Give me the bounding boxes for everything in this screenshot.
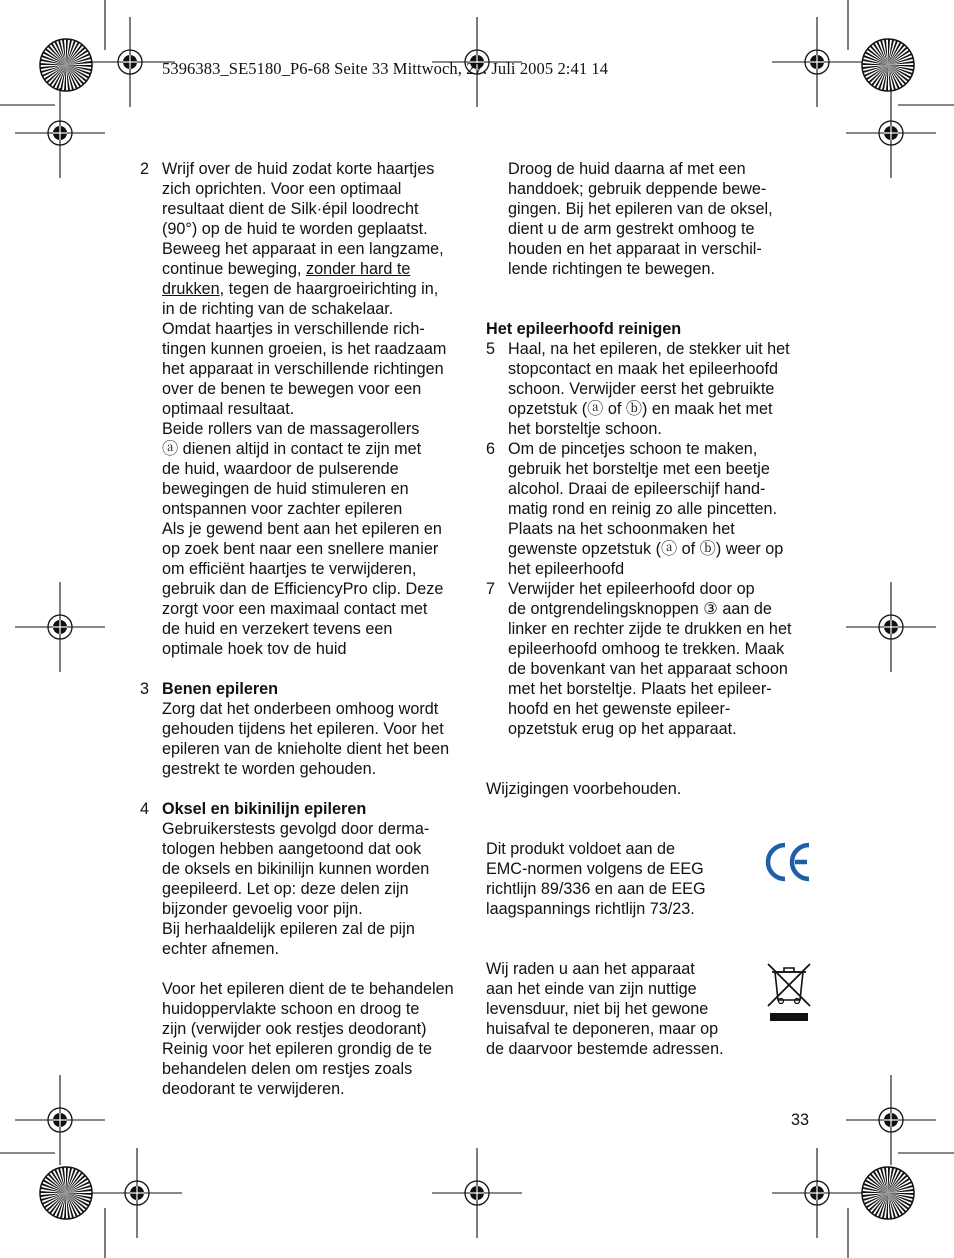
registration-mark-icon [15,1075,105,1165]
text-line: de oksels en bikinilijn kunnen worden [162,860,430,878]
text-line: tingen kunnen groeien, is het raadzaam [162,340,447,358]
text-line: bijzonder gevoelig voor pijn. [162,900,363,918]
text-line: het borsteltje schoon. [508,420,662,438]
text-line: drukken, tegen de haargroeirichting in, [162,280,439,298]
text-line: optimaal resultaat. [162,400,295,418]
step-number: 7 [486,580,496,598]
registration-mark-icon [846,1075,936,1165]
text-line: zich oprichten. Voor een optimaal [162,180,402,198]
page-number: 33 [791,1111,810,1129]
registration-mark-icon [15,582,105,672]
text-line: optimale hoek tov de huid [162,640,347,658]
text-line: Voor het epileren dient de te behandelen [162,980,454,998]
text-line: ontspannen voor zachter epileren [162,500,403,518]
step-3 [140,679,465,779]
text-line: gingen. Bij het epileren van de oksel, [508,200,773,218]
text-line: bewegingen de huid stimuleren en [162,480,409,498]
registration-mark-icon [846,582,936,672]
step-number: 5 [486,340,496,358]
text-line: de ontgrendelingsknoppen ③ aan de [508,600,772,618]
text-line: opzetstuk erug op het apparaat. [508,720,737,738]
text-line: resultaat dient de Silk·épil loodrecht [162,200,419,218]
text-line: Haal, na het epileren, de stekker uit het [508,340,790,358]
text-line: richtlijn 89/336 en aan de EEG [486,880,706,898]
step-6 [486,439,811,579]
section-heading: Benen epileren [162,680,279,698]
text-line: Dit produkt voldoet aan de [486,840,675,858]
crossed-bin-icon [766,960,812,1022]
text-line: Om de pincetjes schoon te maken, [508,440,758,458]
text-line: Droog de huid daarna af met een [508,160,746,178]
text-line: levensduur, niet bij het gewone [486,1000,709,1018]
step-number: 2 [140,160,150,178]
registration-mark-icon [846,88,936,178]
disposal-statement [486,959,811,1059]
text-line: de huid, waardoor de pulserende [162,460,399,478]
section-heading: Het epileerhoofd reinigen [486,320,682,338]
text-line: lende richtingen te bewegen. [508,260,715,278]
text-line: Wrijf over de huid zodat korte haartjes [162,160,435,178]
text-line: huidoppervlakte schoon en droog te [162,1000,420,1018]
text-line: (90°) op de huid te worden geplaatst. [162,220,428,238]
text-line: alcohol. Draai de epileerschijf hand- [508,480,766,498]
text-line: continue beweging, zonder hard te [162,260,411,278]
text-line: Zorg dat het onderbeen omhoog wordt [162,700,439,718]
text-line: opzetstuk (ⓐ of ⓑ) en maak het met [508,400,773,418]
step-4-text [162,819,465,959]
step-3-text [162,699,465,779]
print-header: 5396383_SE5180_P6-68 Seite 33 Mittwoch, 27. Juli 2005 2:41 14 [162,59,609,78]
text-line: EMC-normen volgens de EEG [486,860,704,878]
text-line: de daarvoor bestemde adressen. [486,1040,724,1058]
continuation-paragraph [486,159,811,279]
step-number: 3 [140,680,150,698]
step-2-text [162,159,465,259]
text-line: zorgt voor een maximaal contact met [162,600,428,618]
text-line: Gebruikerstests gevolgd door derma- [162,820,430,838]
text-line: met het borsteltje. Plaats het epileer- [508,680,772,698]
text-line: de bovenkant van het apparaat schoon [508,660,788,678]
text-line: hoofd en het gewenste epileer- [508,700,731,718]
step-number: 4 [140,800,150,818]
text-line: gewenste opzetstuk (ⓐ of ⓑ) weer op [508,540,784,558]
emphasis-underline: zonder hard te [306,260,411,278]
radial-starburst-icon [862,1167,914,1219]
text-line: Verwijder het epileerhoofd door op [508,580,755,598]
text-line: echter afnemen. [162,940,279,958]
emphasis-underline: drukken [162,280,220,298]
text-line: stopcontact en maak het epileerhoofd [508,360,778,378]
registration-mark-icon [15,88,105,178]
text-line: epileren van de knieholte dient het been [162,740,450,758]
emc-statement [486,839,811,919]
text-line: de huid en verzekert tevens een [162,620,393,638]
text-line: schoon. Verwijder eerst het gebruikte [508,380,775,398]
text-line: matig rond en reinig zo alle pincetten. [508,500,778,518]
section-heading: Oksel en bikinilijn epileren [162,800,367,818]
radial-starburst-icon [40,1167,92,1219]
step-4-text-continued [162,979,465,1099]
right-column [486,159,811,1059]
radial-starburst-icon [40,39,92,91]
step-5 [486,339,811,439]
text-line: dient u de arm gestrekt omhoog te [508,220,755,238]
text-line: zijn (verwijder ook restjes deodorant) [162,1020,427,1038]
text-line: deodorant te verwijderen. [162,1080,345,1098]
text-line: Beweeg het apparaat in een langzame, [162,240,444,258]
text-line: Wij raden u aan het apparaat [486,960,695,978]
text-line: houden en het apparaat in verschil- [508,240,762,258]
step-4 [140,799,465,1099]
text-line: op zoek bent naar een snellere manier [162,540,439,558]
text-line: laagspannings richtlijn 73/23. [486,900,695,918]
text-line: geepileerd. Let op: deze delen zijn [162,880,409,898]
step-7 [486,579,811,739]
text-line: gebruik dan de EfficiencyPro clip. Deze [162,580,444,598]
text-line: Als je gewend bent aan het epileren en [162,520,442,538]
text-line: Reinig voor het epileren grondig de te [162,1040,432,1058]
text-line: in de richting van de schakelaar. [162,300,394,318]
registration-mark-icon [432,1148,522,1238]
text-line: handdoek; gebruik deppende bewe- [508,180,767,198]
text-line: behandelen delen om restjes zoals [162,1060,413,1078]
text-line: Plaats na het schoonmaken het [508,520,735,538]
text-line: tologen hebben aangetoond dat ook [162,840,422,858]
step-2-text-continued [162,299,465,659]
text-line: het apparaat in verschillende richtingen [162,360,444,378]
text-line: epileerhoofd omhoog te trekken. Maak [508,640,785,658]
text-line: linker en rechter zijde te drukken en het [508,620,792,638]
text-line: huisafval te deponeren, maar op [486,1020,719,1038]
step-2 [140,159,465,659]
text-line: gestrekt te worden gehouden. [162,760,377,778]
text-line: over de benen te bewegen voor een [162,380,422,398]
text-line: Omdat haartjes in verschillende rich- [162,320,425,338]
left-column [140,159,465,1099]
radial-starburst-icon [862,39,914,91]
changes-note: Wijzigingen voorbehouden. [486,780,682,798]
text-line: aan het einde van zijn nuttige [486,980,697,998]
text-line: het epileerhoofd [508,560,625,578]
text-line: ⓐ dienen altijd in contact te zijn met [162,440,422,458]
text-line: Beide rollers van de massagerollers [162,420,420,438]
text-line: Bij herhaaldelijk epileren zal de pijn [162,920,415,938]
text-line: gebruik het borsteltje met een beetje [508,460,770,478]
step-number: 6 [486,440,496,458]
text-line: gehouden tijdens het epileren. Voor het [162,720,444,738]
ce-mark-icon [765,840,813,884]
text-line: om efficiënt haartjes te verwijderen, [162,560,417,578]
